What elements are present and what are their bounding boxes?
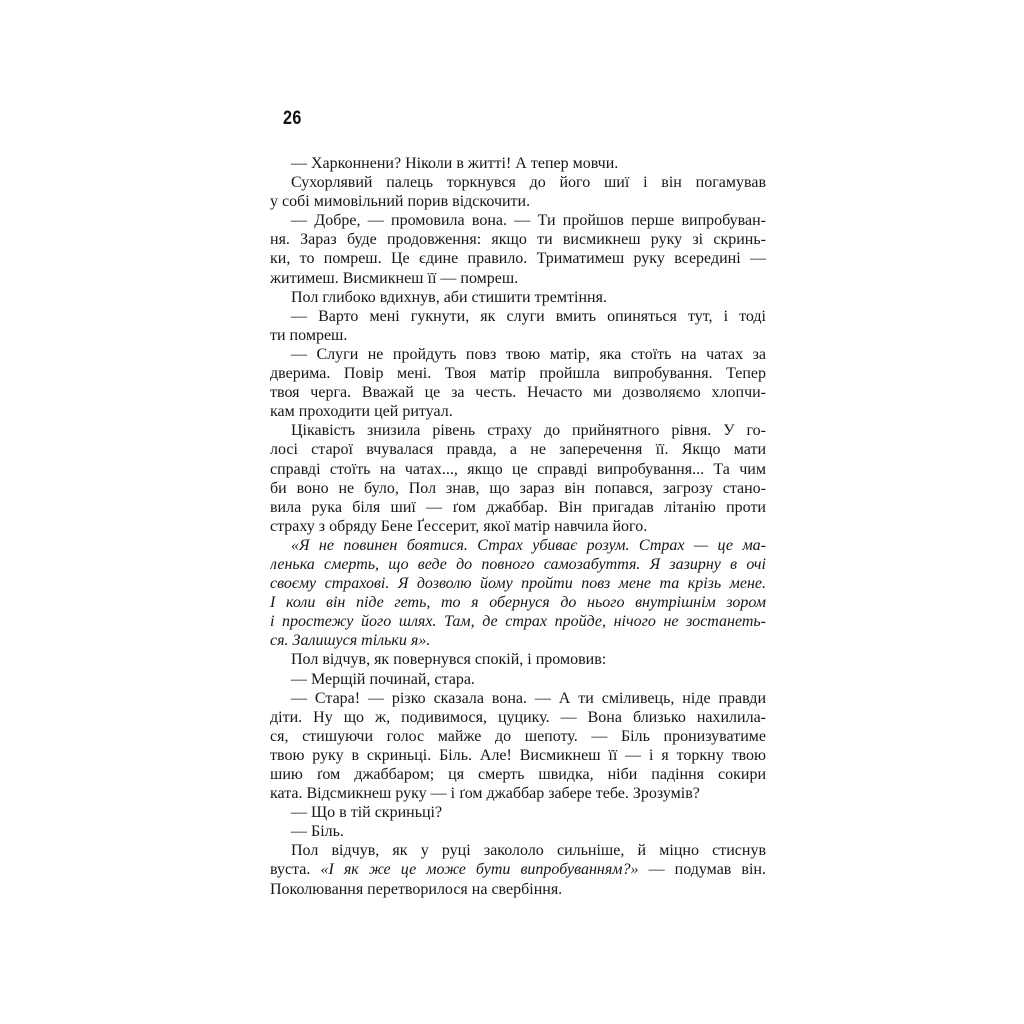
text-line (270, 307, 766, 326)
text-line (270, 211, 766, 230)
text-line (270, 574, 766, 593)
text-segment: ти помреш. (270, 326, 348, 344)
text-line (270, 192, 766, 211)
text-line (270, 173, 766, 192)
text-line (270, 536, 766, 555)
paragraph (270, 841, 766, 898)
paragraph (270, 211, 766, 287)
text-segment: Пол відчув, як повернувся спокій, і промовив: (291, 651, 607, 669)
paragraph (270, 670, 766, 689)
page-number: 26 (283, 108, 302, 129)
text-segment: — Що в тій скриньці? (291, 804, 443, 822)
text-segment: — Слуги не пройдуть повз твою матір, яка стоїть на чатах за (291, 345, 766, 363)
text-segment: діти. Ну що ж, подивимося, цуцику. — Вона близько нахилила- (270, 708, 766, 726)
text-line (270, 154, 766, 173)
text-line (270, 784, 766, 803)
text-line (270, 269, 766, 288)
text-line (270, 689, 766, 708)
text-segment: — Стара! — різко сказала вона. — А ти сміливець, ніде правди (291, 689, 766, 707)
paragraph (270, 345, 766, 421)
text-segment: — Варто мені гукнути, як слуги вмить опиняться тут, і тоді (291, 307, 766, 325)
text-line (270, 440, 766, 459)
text-segment: кам проходити цей ритуал. (270, 403, 453, 421)
paragraph (270, 421, 766, 536)
text-line (270, 631, 766, 650)
text-line (270, 670, 766, 689)
text-line (270, 345, 766, 364)
text-segment: вила рука біля шиї — ґом джаббар. Він пригадав літанію проти (270, 498, 766, 516)
text-line (270, 650, 766, 669)
text-line (270, 249, 766, 268)
text-segment: своєму страхові. Я дозволю йому пройти повз мене та крізь мене. (270, 575, 766, 593)
paragraph-italic (270, 536, 766, 651)
text-segment: — Мерщій починай, стара. (291, 670, 475, 688)
text-segment: ся, стишуючи голос майже до шепоту. — Біль пронизуватиме (270, 727, 766, 745)
text-line (270, 364, 766, 383)
text-line (270, 555, 766, 574)
text-block (270, 154, 766, 899)
text-segment: — Добре, — промовила вона. — Ти пройшов перше випробуван- (291, 212, 766, 230)
text-segment: Пол глибоко вдихнув, аби стишити тремтіння. (291, 288, 607, 306)
text-line (270, 746, 766, 765)
text-line (270, 803, 766, 822)
paragraph (270, 689, 766, 804)
paragraph (270, 288, 766, 307)
paragraph (270, 154, 766, 173)
text-line (270, 593, 766, 612)
text-segment: «Я не повинен боятися. Страх убиває розум. Страх — це ма- (291, 536, 766, 554)
text-line (270, 841, 766, 860)
text-segment: твою руку в скриньці. Біль. Але! Висмикнеш її — і я торкну твою (270, 746, 766, 764)
text-segment: ленька смерть, що веде до повного самозабуття. Я зазирну в очі (270, 555, 766, 573)
text-segment: лосі старої вчувалася правда, а не заперечення її. Якщо мати (270, 441, 766, 459)
text-segment: дверима. Повір мені. Твоя матір пройшла випробування. Тепер (270, 365, 766, 383)
text-segment: і простежу його шлях. Там, де страх пройде, нічого не зостанеть- (270, 613, 766, 631)
paragraph (270, 822, 766, 841)
text-line (270, 460, 766, 479)
text-line (270, 727, 766, 746)
text-line (270, 765, 766, 784)
text-line (270, 421, 766, 440)
text-segment: твоя черга. Вважай це за честь. Нечасто ми дозволяємо хлопчи- (270, 384, 766, 402)
text-segment: справді стоїть на чатах..., якщо це справді випробування... Та чим (270, 460, 766, 478)
text-segment: Пол відчув, як у руці закололо сильніше, й міцно стиснув (291, 842, 766, 860)
text-segment: Цікавість знизила рівень страху до прийнятного рівня. У го- (291, 422, 766, 440)
text-line (270, 326, 766, 345)
text-segment: житимеш. Висмикнеш її — помреш. (270, 269, 519, 287)
paragraph (270, 650, 766, 669)
text-line (270, 288, 766, 307)
text-line (270, 708, 766, 727)
text-segment: І коли він піде геть, то я обернуся до нього внутрішнім зором (270, 594, 766, 612)
text-segment: — Харконнени? Ніколи в житті! А тепер мовчи. (291, 155, 619, 172)
text-segment: страху з обряду Бене Ґессерит, якої матір навчила його. (270, 517, 648, 535)
text-line (270, 498, 766, 517)
paragraph (270, 173, 766, 211)
text-segment: ся. Залишуся тільки я». (270, 632, 431, 650)
paragraph (270, 803, 766, 822)
text-segment: — подумав він. (638, 861, 766, 879)
text-segment: шию ґом джаббаром; ця смерть швидка, ніби падіння сокири (270, 766, 766, 783)
text-segment: Сухорлявий палець торкнувся до його шиї і він погамував (291, 174, 766, 192)
text-segment: Поколювання перетворилося на свербіння. (270, 880, 563, 898)
italic-text-segment: «І як же це може бути випробуванням?» (320, 861, 639, 879)
text-line (270, 860, 766, 879)
text-line (270, 517, 766, 536)
text-segment: ня. Зараз буде продовження: якщо ти висмикнеш руку зі скринь- (270, 231, 766, 249)
text-line (270, 383, 766, 402)
text-line (270, 479, 766, 498)
text-segment: ки, то помреш. Це єдине правило. Триматимеш руку всередині — (270, 250, 766, 268)
text-segment: у собі мимовільний порив відскочити. (270, 193, 531, 211)
text-line (270, 230, 766, 249)
text-line (270, 402, 766, 421)
text-segment: ката. Відсмикнеш руку — і ґом джаббар забере тебе. Зрозумів? (270, 785, 700, 803)
text-segment: би воно не було, Пол знав, що зараз він попався, загрозу стано- (270, 479, 766, 497)
paragraph (270, 307, 766, 345)
text-line (270, 822, 766, 841)
text-segment: — Біль. (291, 823, 344, 841)
text-line (270, 880, 766, 899)
text-line (270, 612, 766, 631)
text-segment: вуста. (270, 861, 321, 879)
